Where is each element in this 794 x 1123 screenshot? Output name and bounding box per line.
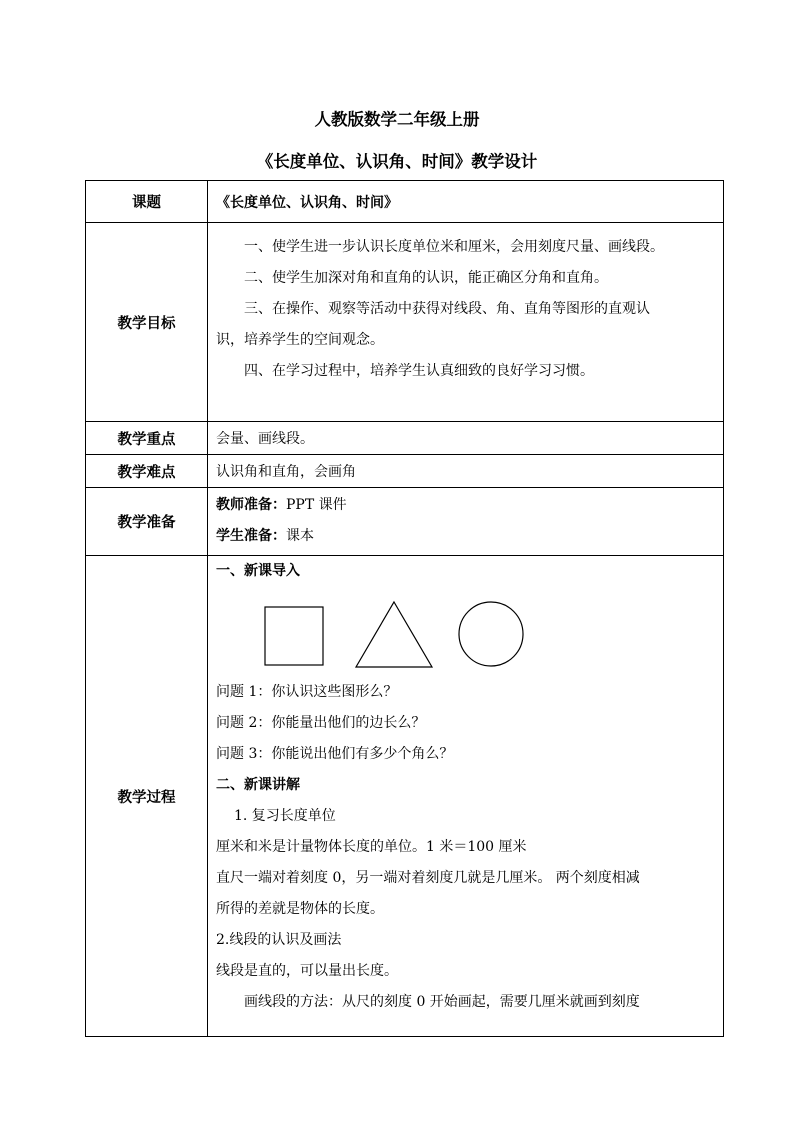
goal-item: 一、使学生进一步认识长度单位米和厘米，会用刻度尺量、画线段。	[244, 239, 664, 255]
student-prep-label: 学生准备：	[216, 528, 286, 544]
student-prep-value: 课本	[286, 528, 314, 544]
paragraph: 直尺一端对着刻度 0，另一端对着刻度几就是几厘米。 两个刻度相减	[216, 870, 640, 886]
table-row-preparation	[86, 488, 724, 556]
question-3: 问题 3：你能说出他们有多少个角么？	[216, 746, 454, 762]
goal-item: 四、在学习过程中，培养学生认真细致的良好学习习惯。	[244, 363, 594, 379]
process-content	[208, 556, 724, 1037]
section-heading: 一、新课导入	[216, 563, 300, 579]
paragraph: 画线段的方法：从尺的刻度 0 开始画起，需要几厘米就画到刻度	[244, 994, 640, 1010]
doc-subtitle: 《长度单位、认识角、时间》教学设计	[256, 152, 538, 171]
shapes-figure	[216, 587, 717, 677]
subheading: 2.线段的认识及画法	[216, 932, 342, 948]
teacher-prep-value: PPT 课件	[286, 497, 347, 513]
teacher-prep-label: 教师准备：	[216, 497, 286, 513]
paragraph: 厘米和米是计量物体长度的单位。1 米＝100 厘米	[216, 839, 527, 855]
goals-label: 教学目标	[86, 223, 208, 422]
goal-item: 二、使学生加深对角和直角的认识，能正确区分角和直角。	[244, 270, 608, 286]
topic-label: 课题	[86, 181, 208, 223]
question-2: 问题 2：你能量出他们的边长么？	[216, 715, 426, 731]
topic-value: 《长度单位、认识角、时间》	[208, 181, 724, 223]
table-row-key-points	[86, 422, 724, 455]
preparation-content	[208, 488, 724, 556]
table-row-process	[86, 556, 724, 1037]
section-heading: 二、新课讲解	[216, 777, 300, 793]
teacher-prep	[216, 490, 717, 521]
table-row-difficulty	[86, 455, 724, 488]
paragraph: 线段是直的，可以量出长度。	[216, 963, 398, 979]
question-1: 问题 1：你认识这些图形么？	[216, 684, 398, 700]
key-points-value: 会量、画线段。	[208, 422, 724, 455]
goal-item-continued: 识，培养学生的空间观念。	[216, 332, 384, 348]
preparation-label: 教学准备	[86, 488, 208, 556]
triangle-shape	[356, 602, 432, 667]
table-row-goals	[86, 223, 724, 422]
subheading: 1. 复习长度单位	[234, 808, 336, 824]
circle-shape	[459, 602, 523, 666]
student-prep	[216, 521, 717, 552]
paragraph: 所得的差就是物体的长度。	[216, 901, 384, 917]
square-shape	[265, 607, 323, 665]
key-points-label: 教学重点	[86, 422, 208, 455]
doc-title: 人教版数学二年级上册	[314, 110, 480, 129]
difficulty-value: 认识角和直角，会画角	[208, 455, 724, 488]
difficulty-label: 教学难点	[86, 455, 208, 488]
lesson-plan-table	[85, 180, 724, 1037]
goals-content	[208, 223, 724, 422]
goal-item: 三、在操作、观察等活动中获得对线段、角、直角等图形的直观认	[244, 301, 650, 317]
process-label: 教学过程	[86, 556, 208, 1037]
shapes-illustration	[264, 597, 544, 677]
table-row-topic	[86, 181, 724, 223]
